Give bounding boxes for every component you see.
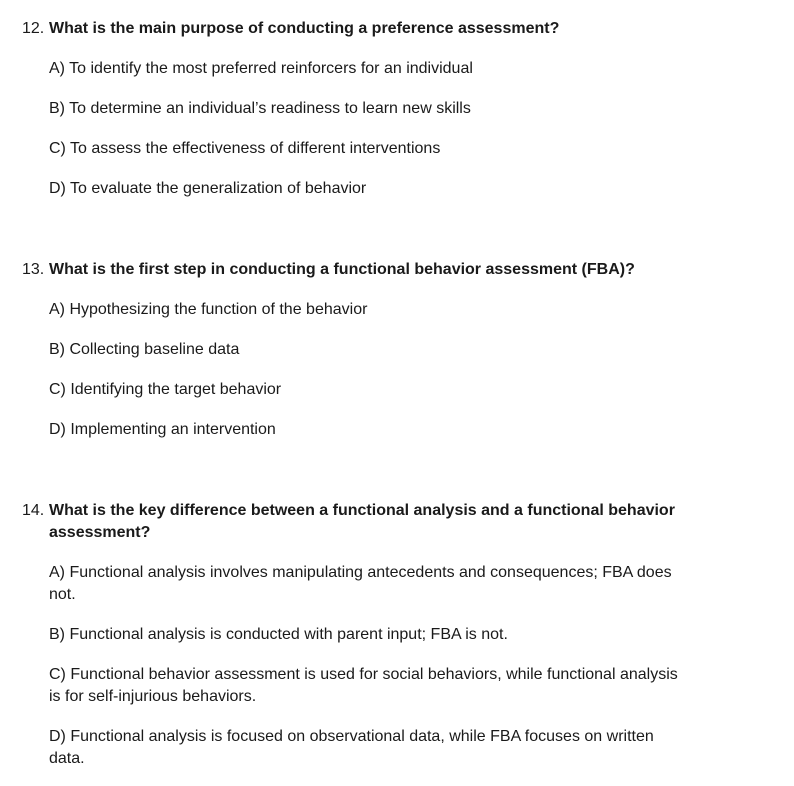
question-header (22, 18, 742, 40)
option-list (49, 299, 742, 441)
question-number: 14. (22, 502, 45, 519)
option-c: C) To assess the effectiveness of different interventions (49, 140, 441, 157)
option-list (49, 58, 742, 200)
option-a: A) To identify the most preferred reinforcers for an individual (49, 60, 473, 77)
question-number: 13. (22, 261, 45, 278)
question-number: 12. (22, 20, 45, 37)
question-text: What is the main purpose of conducting a preference assessment? (49, 20, 560, 37)
question-header (22, 500, 742, 544)
option-b: B) Collecting baseline data (49, 341, 240, 358)
option-b: B) To determine an individual’s readiness to learn new skills (49, 100, 471, 117)
option-list (49, 562, 742, 770)
question-13 (22, 259, 742, 441)
option-a: A) Functional analysis involves manipulating antecedents and consequences; FBA does not. (49, 564, 672, 603)
option-b: B) Functional analysis is conducted with parent input; FBA is not. (49, 626, 508, 643)
option-d: D) Implementing an intervention (49, 421, 276, 438)
option-c: C) Functional behavior assessment is used for social behaviors, while functional analysis is for self-injurious behaviors. (49, 666, 678, 705)
option-d: D) Functional analysis is focused on observational data, while FBA focuses on written data. (49, 728, 654, 767)
option-d: D) To evaluate the generalization of behavior (49, 180, 367, 197)
question-12 (22, 18, 742, 200)
question-text: What is the first step in conducting a functional behavior assessment (FBA)? (49, 261, 635, 278)
question-header (22, 259, 742, 281)
option-c: C) Identifying the target behavior (49, 381, 282, 398)
question-text: What is the key difference between a functional analysis and a functional behavior assessment? (49, 502, 675, 541)
question-14 (22, 500, 742, 770)
option-a: A) Hypothesizing the function of the behavior (49, 301, 368, 318)
